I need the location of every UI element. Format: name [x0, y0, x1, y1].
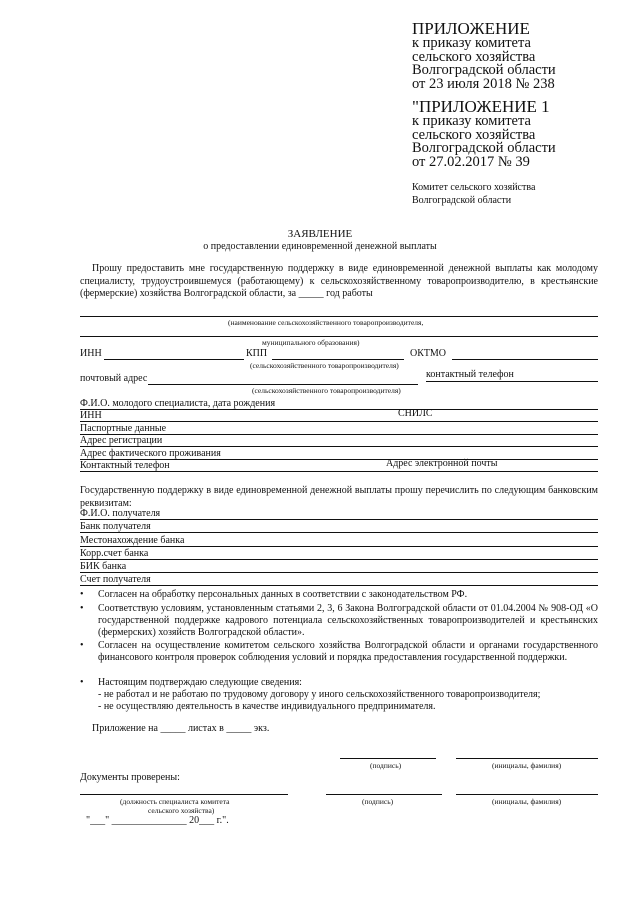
- account-field[interactable]: [80, 585, 598, 586]
- position-field[interactable]: [80, 794, 288, 795]
- bullet-text: Согласен на осуществление комитетом сельского хозяйства Волгоградской области и органами государственного финансового контроля проверок соблюдения условий и порядка предоставления государственной поддержки.: [98, 640, 598, 663]
- bullet-icon: •: [80, 640, 84, 651]
- actual-address-label: Адрес фактического проживания: [80, 448, 221, 459]
- document-subtitle: о предоставлении единовременной денежной выплаты: [203, 241, 437, 252]
- signature-field[interactable]: [340, 758, 436, 759]
- appendix-line: сельского хозяйства: [412, 126, 536, 143]
- bullet-text: Настоящим подтверждаю следующие сведения:: [98, 677, 302, 688]
- appendix-line: сельского хозяйства: [412, 48, 536, 65]
- appendix-header-2: [412, 98, 556, 169]
- bank-label: Банк получателя: [80, 521, 151, 532]
- phone-label: Контактный телефон: [80, 460, 170, 471]
- appendix-title-2: "ПРИЛОЖЕНИЕ 1: [412, 97, 550, 116]
- addressee-line: Волгоградской области: [412, 195, 512, 206]
- oktmo-label: ОКТМО: [410, 348, 446, 359]
- org-phone-field[interactable]: [426, 381, 598, 382]
- kpp-label: КПП: [246, 348, 268, 359]
- bank-field[interactable]: [80, 532, 598, 533]
- documents-checked: Документы проверены:: [80, 772, 180, 783]
- addressee-line: Комитет сельского хозяйства: [412, 182, 536, 193]
- postal-address-field[interactable]: [148, 384, 418, 385]
- recipient-label: Ф.И.О. получателя: [80, 508, 161, 519]
- appendix-line: Волгоградской области: [412, 62, 556, 78]
- bank-location-field[interactable]: [80, 546, 598, 547]
- email-label: Адрес электронной почты: [386, 458, 498, 469]
- inn-label: ИНН: [80, 348, 102, 359]
- document-title: ЗАЯВЛЕНИЕ: [287, 228, 353, 240]
- kpp-field[interactable]: [272, 359, 404, 360]
- bullet-text: Согласен на обработку персональных данных в соответствии с законодательством РФ.: [98, 589, 468, 600]
- caption-producer-name: (наименование сельскохозяйственного товаропроизводителя,: [228, 318, 424, 327]
- initials-field[interactable]: [456, 758, 598, 759]
- intro-paragraph: Прошу предоставить мне государственную поддержку в виде единовременной денежной выплаты как молодому специалисту, трудоустроившемуся (работающему) к сельскохозяйственному товаропроизводителю, в крестьянские (фермерские) хозяйства Волгоградской области, за _____ год работы: [80, 263, 598, 299]
- bank-intro: Государственную поддержку в виде единовременной денежной выплаты прошу перечислить по следующим банковским реквизитам:: [80, 485, 598, 509]
- fio-field[interactable]: [80, 409, 598, 410]
- appendix-title-1: ПРИЛОЖЕНИЕ: [412, 19, 530, 38]
- bullet-item: [80, 603, 598, 639]
- corr-account-field[interactable]: [80, 559, 598, 560]
- bullet-item: [80, 640, 598, 664]
- caption-position-2: сельского хозяйства): [148, 806, 215, 815]
- appendix-line: Волгоградской области: [412, 140, 556, 156]
- producer-name-line[interactable]: [80, 316, 598, 317]
- bullet-icon: •: [80, 603, 84, 614]
- caption-producer-1: (сельскохозяйственного товаропроизводителя): [250, 361, 399, 370]
- appendix-line: от 27.02.2017 № 39: [412, 153, 530, 170]
- caption-signature: (подпись): [370, 761, 402, 770]
- reg-address-field[interactable]: [80, 446, 598, 447]
- dash-item: - не осуществляю деятельность в качестве индивидуального предпринимателя.: [98, 701, 436, 712]
- passport-label: Паспортные данные: [80, 423, 167, 434]
- recipient-field[interactable]: [80, 519, 598, 520]
- caption-signature-2: (подпись): [362, 797, 394, 806]
- municipal-line[interactable]: [80, 336, 598, 337]
- caption-initials: (инициалы, фамилия): [492, 761, 562, 770]
- inn-field[interactable]: [104, 359, 244, 360]
- snils-label: СНИЛС: [398, 408, 433, 419]
- bullet-icon: •: [80, 589, 84, 600]
- inn-snils-field[interactable]: [80, 421, 598, 422]
- initials-field-2[interactable]: [456, 794, 598, 795]
- caption-position: (должность специалиста комитета: [120, 797, 230, 806]
- appendix-line: к приказу комитета: [412, 113, 531, 129]
- dash-item: - не работал и не работаю по трудовому договору у иного сельскохозяйственного товаропроизводителя;: [98, 689, 541, 700]
- org-phone-label: контактный телефон: [426, 369, 514, 380]
- bank-location-label: Местонахождение банка: [80, 535, 185, 546]
- appendix-line: от 23 июля 2018 № 238: [412, 75, 555, 92]
- fio-label: Ф.И.О. молодого специалиста, дата рождения: [80, 398, 276, 409]
- caption-initials-2: (инициалы, фамилия): [492, 797, 562, 806]
- postal-address-label: почтовый адрес: [80, 373, 148, 384]
- addressee: [412, 181, 535, 207]
- appendix-header-1: [412, 20, 556, 91]
- account-label: Счет получателя: [80, 574, 151, 585]
- inn2-label: ИНН: [80, 410, 102, 421]
- bullet-item: [80, 589, 598, 601]
- caption-municipal: муниципального образования): [262, 338, 360, 347]
- signature-field-2[interactable]: [326, 794, 442, 795]
- oktmo-field[interactable]: [452, 359, 598, 360]
- attachment-line: Приложение на _____ листах в _____ экз.: [92, 723, 270, 734]
- appendix-line: к приказу комитета: [412, 35, 531, 51]
- date-line: "___" _______________ 20___ г.".: [86, 815, 229, 826]
- corr-account-label: Корр.счет банка: [80, 548, 149, 559]
- bullet-text: Соответствую условиям, установленным статьями 2, 3, 6 Закона Волгоградской области от 01.04.2004 № 908-ОД «О государственной поддержке кадрового потенциала сельскохозяйственных товаропроизводителей и крестьянских (фермерских) хозяйств Волгоградской области».: [98, 603, 598, 638]
- phone-email-field[interactable]: [80, 471, 598, 472]
- bik-label: БИК банка: [80, 561, 127, 572]
- bullet-icon: •: [80, 677, 84, 688]
- caption-producer-2: (сельскохозяйственного товаропроизводителя): [252, 386, 401, 395]
- reg-address-label: Адрес регистрации: [80, 435, 163, 446]
- bullet-item: [80, 677, 598, 689]
- bik-field[interactable]: [80, 572, 598, 573]
